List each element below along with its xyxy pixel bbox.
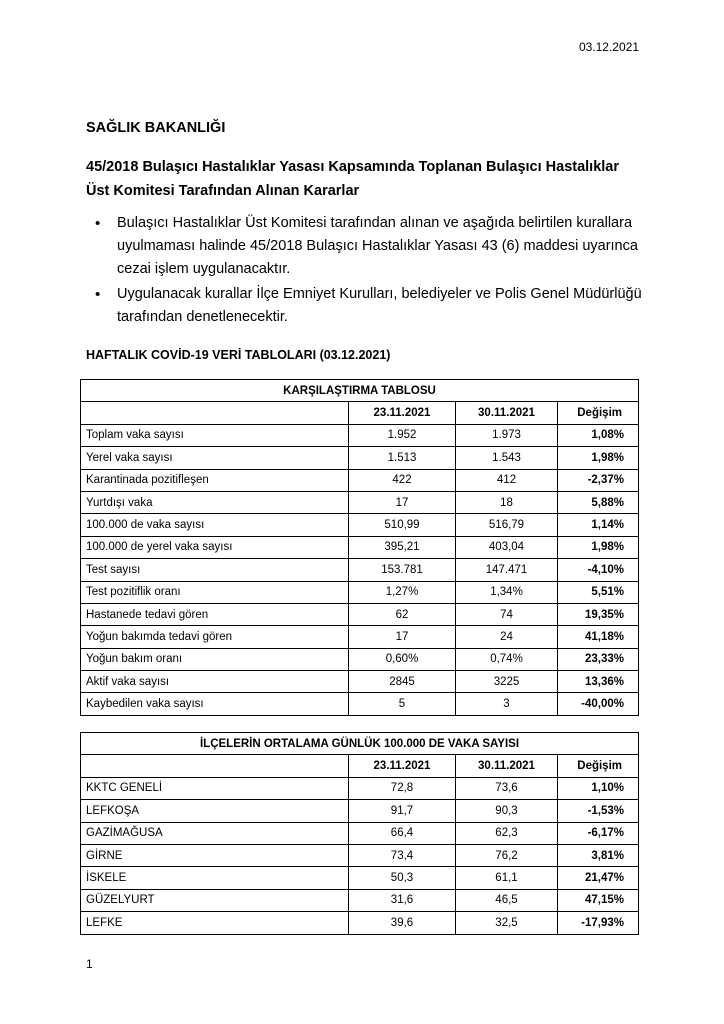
value-second-date: 403,04: [456, 536, 558, 558]
value-second-date: 1.973: [456, 424, 558, 446]
row-label: Yerel vaka sayısı: [81, 447, 349, 469]
value-first-date: 50,3: [349, 867, 456, 889]
table-row: [81, 800, 639, 822]
value-first-date: 153.781: [349, 559, 456, 581]
row-label: 100.000 de yerel vaka sayısı: [81, 536, 349, 558]
value-first-date: 1.952: [349, 424, 456, 446]
change-value: -1,53%: [558, 800, 639, 822]
value-first-date: 66,4: [349, 822, 456, 844]
page-number: 1: [86, 957, 93, 971]
value-second-date: 32,5: [456, 912, 558, 934]
table-row: [81, 447, 639, 469]
table-row: [81, 559, 639, 581]
row-label: Hastanede tedavi gören: [81, 603, 349, 625]
change-value: -40,00%: [558, 693, 639, 715]
value-first-date: 395,21: [349, 536, 456, 558]
change-value: 1,10%: [558, 777, 639, 799]
value-first-date: 17: [349, 626, 456, 648]
table-caption: İLÇELERİN ORTALAMA GÜNLÜK 100.000 DE VAKA SAYISI: [81, 733, 639, 755]
row-label: Yoğun bakımda tedavi gören: [81, 626, 349, 648]
value-second-date: 74: [456, 603, 558, 625]
value-second-date: 62,3: [456, 822, 558, 844]
document-heading: 45/2018 Bulaşıcı Hastalıklar Yasası Kapsamında Toplanan Bulaşıcı Hastalıklar Üst Komitesi Tarafından Alınan Kararlar: [86, 159, 620, 199]
column-header: 23.11.2021: [349, 755, 456, 777]
row-label: Yurtdışı vaka: [81, 491, 349, 513]
value-second-date: 516,79: [456, 514, 558, 536]
change-value: 23,33%: [558, 648, 639, 670]
bullet-list: [86, 212, 646, 331]
value-first-date: 2845: [349, 671, 456, 693]
table-row: [81, 626, 639, 648]
row-label: GÜZELYURT: [81, 889, 349, 911]
value-second-date: 3225: [456, 671, 558, 693]
document-date: 03.12.2021: [578, 40, 639, 54]
table-caption: KARŞILAŞTIRMA TABLOSU: [81, 380, 639, 402]
value-second-date: 90,3: [456, 800, 558, 822]
row-label: Aktif vaka sayısı: [81, 671, 349, 693]
row-label: İSKELE: [81, 867, 349, 889]
change-value: 13,36%: [558, 671, 639, 693]
row-label: Test sayısı: [81, 559, 349, 581]
column-header: 30.11.2021: [456, 755, 558, 777]
value-first-date: 1,27%: [349, 581, 456, 603]
ministry-title: SAĞLIK BAKANLIĞI: [86, 120, 226, 136]
change-value: 3,81%: [558, 844, 639, 866]
value-second-date: 24: [456, 626, 558, 648]
column-header: [81, 755, 349, 777]
row-label: Test pozitiflik oranı: [81, 581, 349, 603]
row-label: LEFKOŞA: [81, 800, 349, 822]
change-value: -6,17%: [558, 822, 639, 844]
change-value: -2,37%: [558, 469, 639, 491]
table-row: [81, 671, 639, 693]
table-row: [81, 603, 639, 625]
row-label: 100.000 de vaka sayısı: [81, 514, 349, 536]
value-second-date: 0,74%: [456, 648, 558, 670]
table-row: [81, 889, 639, 911]
table-row: [81, 581, 639, 603]
value-second-date: 46,5: [456, 889, 558, 911]
change-value: -17,93%: [558, 912, 639, 934]
value-first-date: 422: [349, 469, 456, 491]
change-value: 47,15%: [558, 889, 639, 911]
change-value: 1,98%: [558, 536, 639, 558]
value-second-date: 1.543: [456, 447, 558, 469]
row-label: GİRNE: [81, 844, 349, 866]
value-second-date: 61,1: [456, 867, 558, 889]
change-value: 1,08%: [558, 424, 639, 446]
value-first-date: 0,60%: [349, 648, 456, 670]
table-row: [81, 822, 639, 844]
table-row: [81, 514, 639, 536]
value-first-date: 510,99: [349, 514, 456, 536]
value-first-date: 73,4: [349, 844, 456, 866]
change-value: 41,18%: [558, 626, 639, 648]
table-row: [81, 536, 639, 558]
value-second-date: 73,6: [456, 777, 558, 799]
column-header: 30.11.2021: [456, 402, 558, 424]
value-second-date: 18: [456, 491, 558, 513]
bullet-item: • Bulaşıcı Hastalıklar Üst Komitesi tarafından alınan ve aşağıda belirtilen kurallara uyulmaması halinde 45/2018 Bulaşıcı Hastalıklar Yasası 43 (6) maddesi uyarınca cezai işlem uygulanacaktır.: [86, 212, 646, 281]
change-value: 1,98%: [558, 447, 639, 469]
value-first-date: 1.513: [349, 447, 456, 469]
table-row: [81, 867, 639, 889]
row-label: GAZİMAĞUSA: [81, 822, 349, 844]
value-second-date: 412: [456, 469, 558, 491]
district-table: [80, 732, 639, 935]
section-title: HAFTALIK COVİD-19 VERİ TABLOLARI (03.12.2021): [86, 348, 391, 362]
table-row: [81, 648, 639, 670]
value-second-date: 3: [456, 693, 558, 715]
table-row: [81, 693, 639, 715]
row-label: KKTC GENELİ: [81, 777, 349, 799]
row-label: LEFKE: [81, 912, 349, 934]
column-header: Değişim: [558, 402, 639, 424]
value-second-date: 76,2: [456, 844, 558, 866]
value-first-date: 5: [349, 693, 456, 715]
value-second-date: 1,34%: [456, 581, 558, 603]
table-row: [81, 424, 639, 446]
row-label: Toplam vaka sayısı: [81, 424, 349, 446]
column-header: [81, 402, 349, 424]
value-first-date: 17: [349, 491, 456, 513]
row-label: Karantinada pozitifleşen: [81, 469, 349, 491]
value-first-date: 39,6: [349, 912, 456, 934]
table-row: [81, 777, 639, 799]
comparison-table: [80, 379, 639, 716]
value-first-date: 62: [349, 603, 456, 625]
value-first-date: 31,6: [349, 889, 456, 911]
change-value: 5,51%: [558, 581, 639, 603]
table-row: [81, 491, 639, 513]
column-header: Değişim: [558, 755, 639, 777]
row-label: Yoğun bakım oranı: [81, 648, 349, 670]
change-value: -4,10%: [558, 559, 639, 581]
change-value: 21,47%: [558, 867, 639, 889]
value-first-date: 91,7: [349, 800, 456, 822]
table-row: [81, 469, 639, 491]
value-first-date: 72,8: [349, 777, 456, 799]
column-header: 23.11.2021: [349, 402, 456, 424]
bullet-item: • Uygulanacak kurallar İlçe Emniyet Kurulları, belediyeler ve Polis Genel Müdürlüğü tarafından denetlenecektir.: [86, 283, 646, 329]
row-label: Kaybedilen vaka sayısı: [81, 693, 349, 715]
change-value: 19,35%: [558, 603, 639, 625]
table-row: [81, 844, 639, 866]
value-second-date: 147.471: [456, 559, 558, 581]
change-value: 1,14%: [558, 514, 639, 536]
table-row: [81, 912, 639, 934]
change-value: 5,88%: [558, 491, 639, 513]
